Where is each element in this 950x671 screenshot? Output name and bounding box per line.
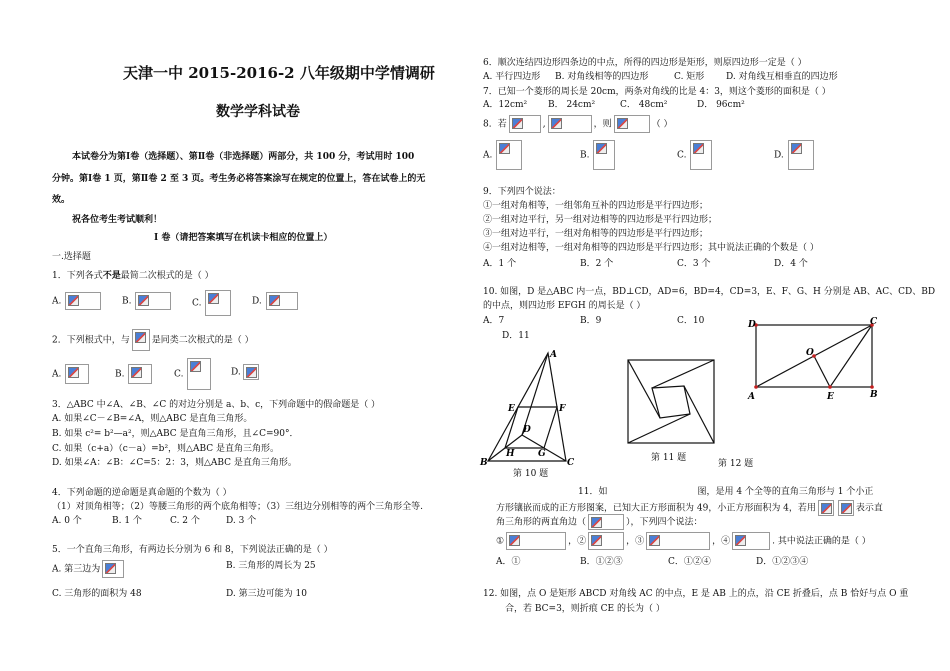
q6-option-d[interactable]: D. 对角线互相垂直的四边形	[726, 72, 838, 82]
formula-image-icon	[690, 140, 712, 170]
fig10-label-b: B	[480, 458, 488, 468]
q8-stem: 8．若 , ，则 （ ）	[483, 115, 673, 133]
fig10-label-e: E	[508, 404, 515, 414]
q6-option-b[interactable]: B. 对角线相等的四边形	[555, 72, 649, 82]
q10-option-b[interactable]: B．9	[580, 316, 602, 326]
formula-image-icon	[135, 292, 171, 310]
formula-image-icon	[102, 560, 124, 578]
formula-image-icon	[588, 532, 624, 550]
q6-option-c[interactable]: C. 矩形	[674, 72, 705, 82]
formula-image-icon	[548, 115, 592, 133]
q11-option-a[interactable]: A．①	[496, 557, 521, 567]
formula-image-icon	[132, 329, 150, 351]
fig12-label-c: C	[870, 317, 878, 327]
q3-option-c[interactable]: C. 如果（c+a）（c－a）=b²，则△ABC 是直角三角形。	[52, 444, 280, 454]
q9-statement-2: ②一组对边平行，另一组对边相等的四边形是平行四边形；	[483, 215, 718, 225]
q9-statement-4: ④一组对边相等，一组对角相等的四边形是平行四边形；其中说法正确的个数是（ ）	[483, 243, 819, 253]
q10-option-d[interactable]: D．11	[502, 331, 530, 341]
formula-image-icon	[593, 140, 615, 170]
q2-option-b[interactable]: B.	[115, 364, 152, 384]
page-title: 天津一中 2015-2016-2 八年级期中学情调研	[123, 64, 435, 82]
fig10-label-f: F	[559, 404, 566, 414]
q9-option-b[interactable]: B．2 个	[580, 259, 614, 269]
formula-image-icon	[588, 514, 624, 530]
fig10-label-c: C	[567, 458, 575, 468]
intro-line-3: 效。	[52, 195, 71, 205]
formula-image-icon	[243, 364, 259, 380]
q7-option-a[interactable]: A．12cm²	[483, 100, 528, 110]
figure-12	[742, 315, 882, 407]
q2-stem: 2．下列根式中，与 是同类二次根式的是（ ）	[52, 329, 254, 351]
q7-stem: 7．已知一个菱形的周长是 20cm，两条对角线的比是 4：3，则这个菱形的面积是（ ）	[483, 87, 831, 97]
q5-option-c[interactable]: C. 三角形的面积为 48	[52, 589, 142, 599]
formula-image-icon	[838, 500, 854, 516]
intro-wish: 祝各位考生考试顺利！	[72, 215, 163, 225]
q9-option-c[interactable]: C．3 个	[677, 259, 711, 269]
q3-option-b[interactable]: B. 如果 c²= b²—a²，则△ABC 是直角三角形，且∠C=90°．	[52, 429, 299, 439]
formula-image-icon	[266, 292, 298, 310]
q10-line-1: 10. 如图，D 是△ABC 内一点，BD⊥CD，AD=6，BD=4，CD=3，E、F、G、H 分别是 AB、AC、CD、BD	[483, 287, 936, 297]
formula-image-icon	[65, 292, 101, 310]
formula-image-icon	[128, 364, 152, 384]
q1-option-a[interactable]: A.	[52, 292, 101, 310]
fig12-label-a: A	[748, 392, 755, 402]
q10-option-c[interactable]: C．10	[677, 316, 705, 326]
q3-stem: 3．△ABC 中∠A、∠B、∠C 的对边分别是 a、b、c，下列命题中的假命题是（ ）	[52, 400, 381, 410]
q8-option-d[interactable]: D.	[774, 140, 814, 170]
q5-option-a[interactable]: A. 第三边为	[52, 560, 124, 578]
fig12-label-e: E	[827, 392, 834, 402]
fig11-caption: 第 11 题	[651, 453, 687, 463]
fig10-caption: 第 10 题	[513, 469, 549, 479]
q6-option-a[interactable]: A. 平行四边形	[483, 72, 541, 82]
q11-statements: ① ，② ，③ ，④ . 其中说法正确的是（ ）	[496, 532, 871, 550]
q11-option-c[interactable]: C．①②④	[668, 557, 711, 567]
q12-line-1: 12. 如图，点 O 是矩形 ABCD 对角线 AC 的中点，E 是 AB 上的点，沿 CE 折叠后，点 B 恰好与点 O 重	[483, 589, 909, 599]
q4-option-c[interactable]: C. 2 个	[170, 516, 200, 526]
q11-line-1: 11．如 图，是用 4 个全等的直角三角形与 1 个小正	[578, 487, 874, 497]
figure-10	[478, 345, 578, 470]
q4-option-a[interactable]: A. 0 个	[52, 516, 82, 526]
q2-option-d[interactable]: D.	[231, 364, 259, 380]
part1-heading: Ⅰ 卷（请把答案填写在机读卡相应的位置上）	[154, 233, 333, 243]
q12-line-2: 合，若 BC=3，则折痕 CE 的长为（ ）	[505, 604, 665, 614]
q9-option-d[interactable]: D．4 个	[774, 259, 808, 269]
q1-option-d[interactable]: D.	[252, 292, 298, 310]
fig10-label-d: D	[523, 425, 531, 435]
q4-option-b[interactable]: B. 1 个	[112, 516, 142, 526]
formula-image-icon	[788, 140, 814, 170]
q9-option-a[interactable]: A．1 个	[483, 259, 517, 269]
q4-stem: 4．下列命题的逆命题是真命题的个数为（ ）	[52, 488, 232, 498]
formula-image-icon	[506, 532, 566, 550]
formula-image-icon	[646, 532, 710, 550]
q11-line-2: 方形镶嵌而成的正方形图案，已知大正方形面积为 49，小正方形面积为 4，若用 表示直	[496, 500, 883, 516]
q1-option-c[interactable]: C.	[192, 290, 231, 316]
formula-image-icon	[205, 290, 231, 316]
fig12-label-d: D	[748, 320, 756, 330]
q10-option-a[interactable]: A．7	[483, 316, 505, 326]
q11-option-b[interactable]: B．①②③	[580, 557, 623, 567]
formula-image-icon	[614, 115, 650, 133]
q1-option-b[interactable]: B.	[122, 292, 171, 310]
q4-items: （1）对顶角相等；（2）等腰三角形的两个底角相等；（3）三组边分别相等的两个三角形全等.	[52, 502, 424, 512]
q3-option-a[interactable]: A. 如果∠C－∠B=∠A，则△ABC 是直角三角形。	[52, 414, 253, 424]
q7-option-b[interactable]: B． 24cm²	[548, 100, 596, 110]
formula-image-icon	[732, 532, 770, 550]
fig12-caption: 第 12 题	[718, 459, 754, 469]
q3-option-d[interactable]: D. 如果∠A：∠B：∠C=5：2：3，则△ABC 是直角三角形。	[52, 458, 297, 468]
intro-line-2: 分钟。第Ⅰ卷 1 页，第Ⅱ卷 2 至 3 页。考生务必将答案涂写在规定的位置上，答在试卷上的无	[52, 174, 426, 184]
section-heading: 一.选择题	[52, 252, 91, 262]
figure-11	[624, 356, 720, 446]
q9-statement-1: ①一组对角相等，一组邻角互补的四边形是平行四边形；	[483, 201, 709, 211]
q11-option-d[interactable]: D．①②③④	[756, 557, 809, 567]
formula-image-icon	[496, 140, 522, 170]
q5-option-d[interactable]: D. 第三边可能为 10	[226, 589, 307, 599]
fig10-label-g: G	[538, 449, 546, 459]
q5-stem: 5．一个直角三角形，有两边长分别为 6 和 8，下列说法正确的是（ ）	[52, 545, 333, 555]
fig10-label-h: H	[506, 449, 515, 459]
intro-line-1: 本试卷分为第Ⅰ卷（选择题）、第Ⅱ卷（非选择题）两部分，共 100 分，考试用时 100	[72, 152, 415, 162]
fig10-label-a: A	[550, 350, 557, 360]
q11-line-3: 角三角形的两直角边（ ），下列四个说法：	[496, 514, 703, 530]
fig12-label-b: B	[870, 390, 878, 400]
q6-stem: 6．顺次连结四边形四条边的中点，所得的四边形是矩形，则原四边形一定是（ ）	[483, 58, 807, 68]
formula-image-icon	[818, 500, 834, 516]
q7-option-c[interactable]: C． 48cm²	[620, 100, 668, 110]
q8-option-b[interactable]: B.	[580, 140, 615, 170]
q5-option-b[interactable]: B. 三角形的周长为 25	[226, 561, 316, 571]
q4-option-d[interactable]: D. 3 个	[226, 516, 257, 526]
page-subtitle: 数学学科试卷	[216, 104, 300, 120]
q7-option-d[interactable]: D． 96cm²	[697, 100, 745, 110]
formula-image-icon	[187, 358, 211, 390]
fig12-label-o: O	[806, 348, 814, 358]
q1-stem: 1．下列各式不是最简二次根式的是（ ）	[52, 271, 214, 281]
formula-image-icon	[509, 115, 541, 133]
q9-stem: 9．下列四个说法：	[483, 187, 561, 197]
q2-option-a[interactable]: A.	[52, 364, 89, 384]
q8-option-c[interactable]: C.	[677, 140, 712, 170]
q10-line-2: 的中点，则四边形 EFGH 的周长是（ ）	[483, 301, 646, 311]
q2-option-c[interactable]: C.	[174, 358, 211, 390]
q9-statement-3: ③一组对边平行，一组对角相等的四边形是平行四边形；	[483, 229, 709, 239]
q8-option-a[interactable]: A.	[483, 140, 522, 170]
formula-image-icon	[65, 364, 89, 384]
